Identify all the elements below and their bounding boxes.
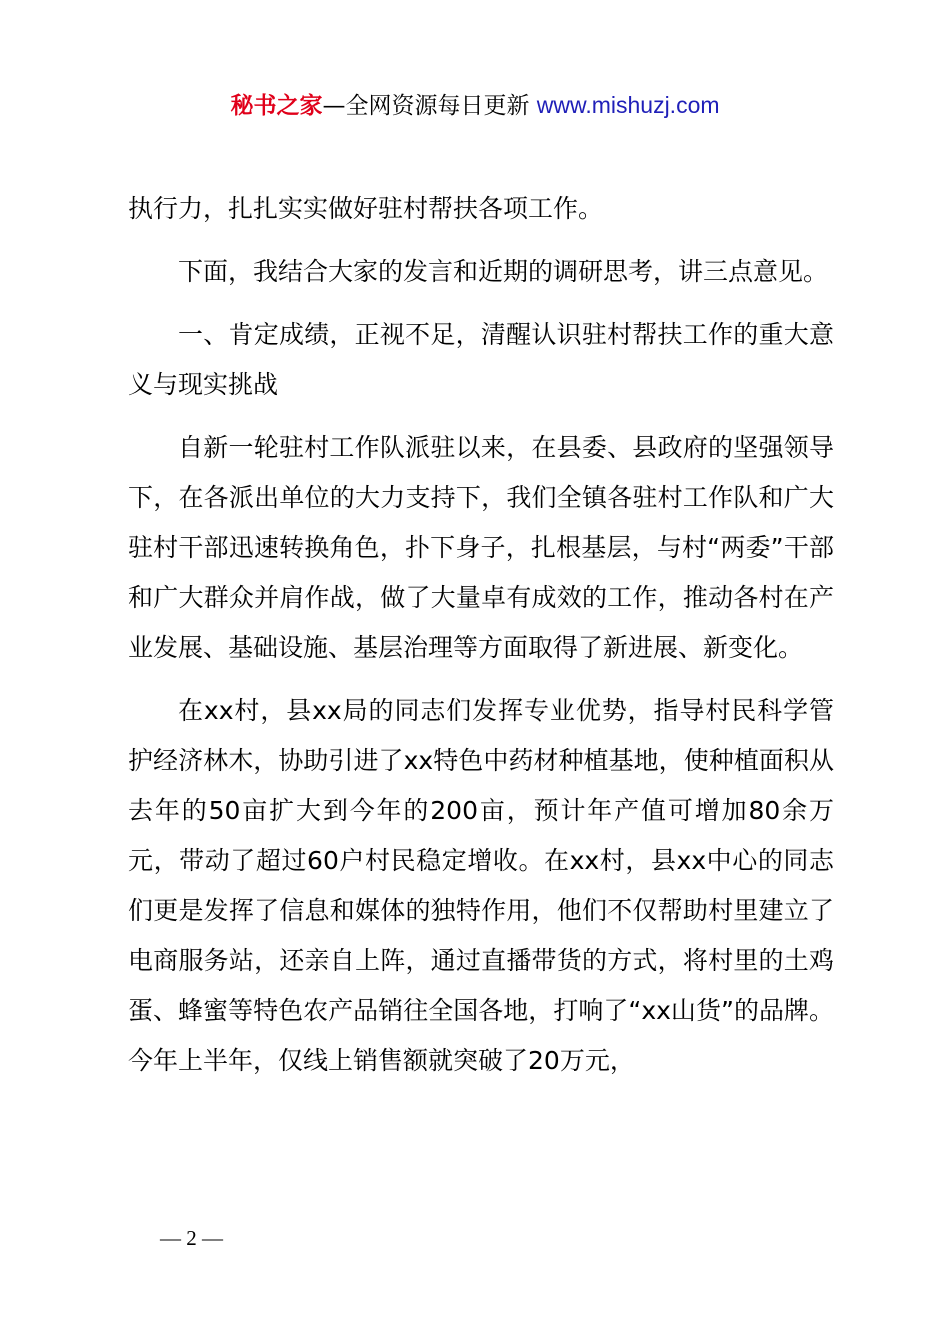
paragraph-intro: 下面，我结合大家的发言和近期的调研思考，讲三点意见。 <box>178 257 829 286</box>
paragraph-body: 自新一轮驻村工作队派驻以来，在县委、县政府的坚强领导下，在各派出单位的大力支持下，我们全镇各驻村工作队和广大驻村干部迅速转换角色，扑下身子，扎根基层，与村“两委”干部和广大群众并肩作战，做了大量卓有成效的工作，推动各村在产业发展、基础设施、基层治理等方面取得了新进展、新变化。 <box>128 433 834 662</box>
brand-name: 秘书之家 <box>230 93 323 119</box>
site-url-link[interactable]: www.mishuzj.com <box>536 92 720 118</box>
site-header <box>0 88 950 123</box>
section-heading: 一、肯定成绩，正视不足，清醒认识驻村帮扶工作的重大意义与现实挑战 <box>128 320 834 399</box>
header-tagline: —全网资源每日更新 <box>322 93 537 119</box>
paragraph-body: 在xx村，县xx局的同志们发挥专业优势，指导村民科学管护经济林木，协助引进了xx特色中药材种植基地，使种植面积从去年的50亩扩大到今年的200亩，预计年产值可增加80余万元，带动了超过60户村民稳定增收。在xx村，县xx中心的同志们更是发挥了信息和媒体的独特作用，他们不仅帮助村里建立了电商服务站，还亲自上阵，通过直播带货的方式，将村里的土鸡蛋、蜂蜜等特色农产品销往全国各地，打响了“xx山货”的品牌。今年上半年，仅线上销售额就突破了20万元， <box>128 696 834 1075</box>
page-number: — 2 — <box>160 1226 223 1250</box>
paragraph-continuation: 执行力，扎扎实实做好驻村帮扶各项工作。 <box>128 194 604 223</box>
document-body <box>128 184 834 1099</box>
